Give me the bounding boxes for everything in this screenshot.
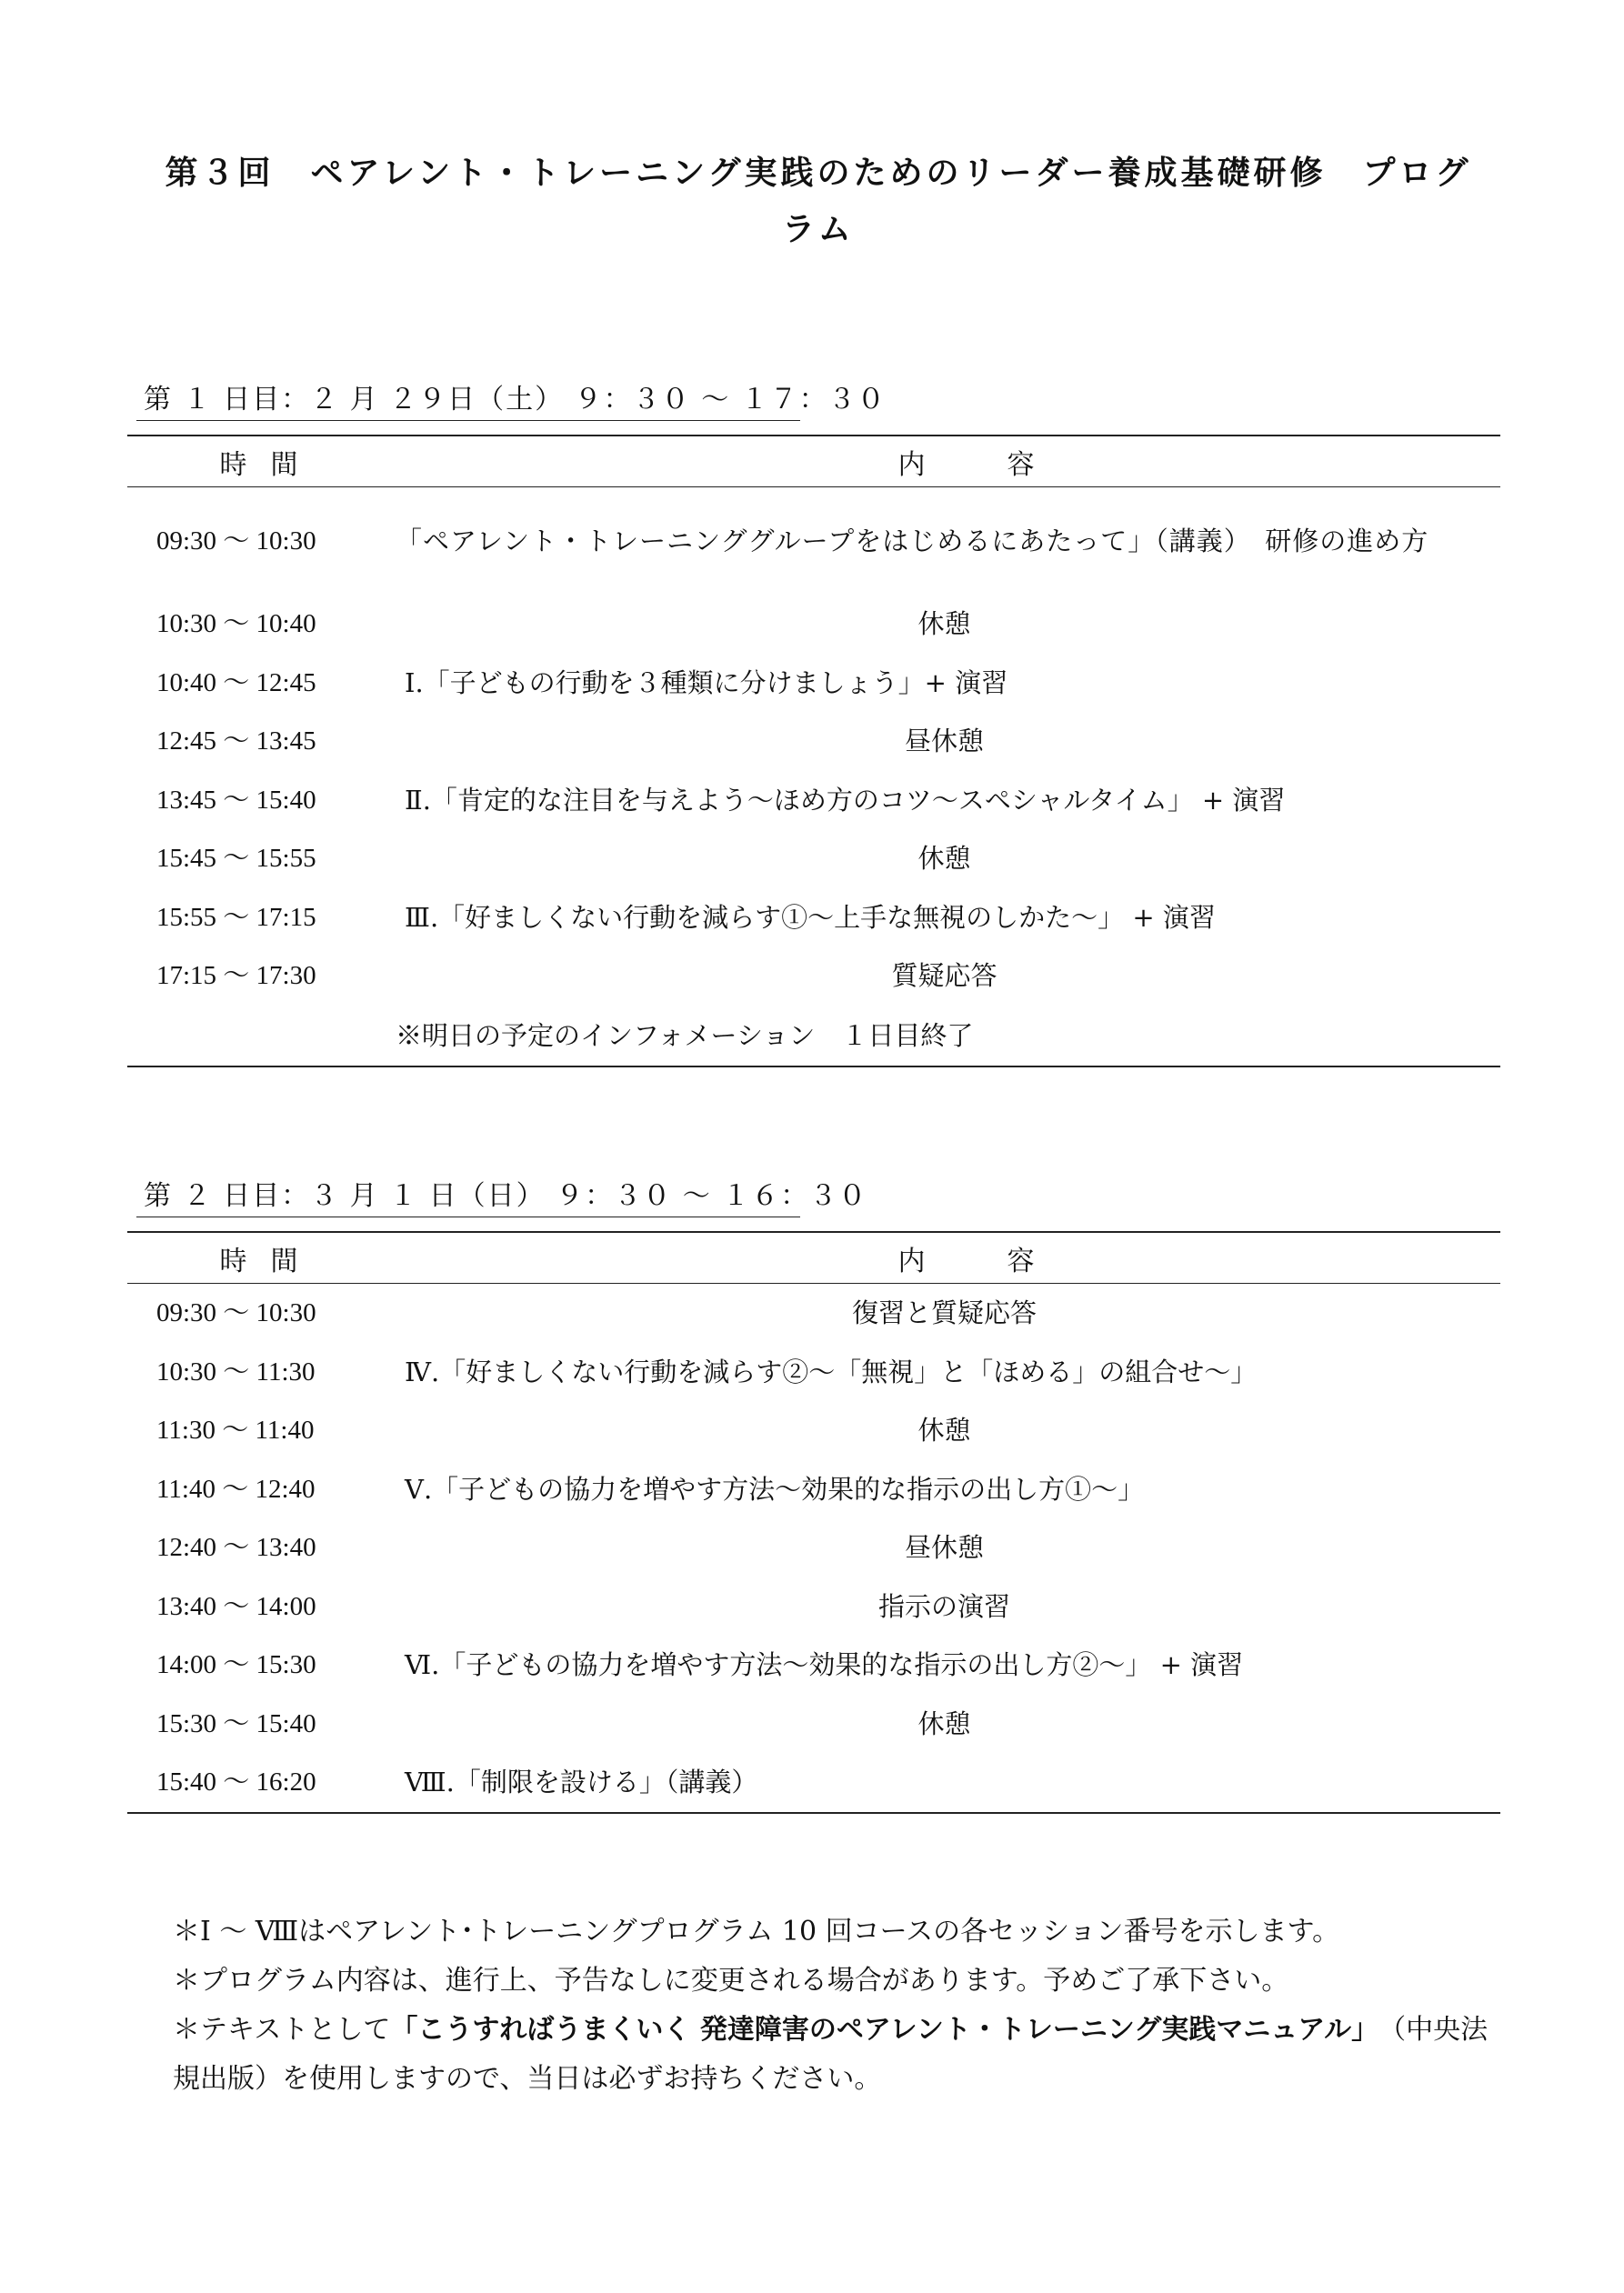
table-row — [127, 888, 1500, 947]
row-content: 昼休憩 — [904, 726, 984, 757]
row-content: 昼休憩 — [904, 1532, 984, 1564]
day2-heading: 第 ２ 日目：３ 月 １ 日（日） ９：３０ 〜 １６：３０ — [144, 1180, 868, 1212]
note-textbook-prefix: ＊テキストとして — [173, 2014, 391, 2046]
table-row — [127, 654, 1500, 713]
row-time: 14:00 〜 15:30 — [156, 1650, 316, 1680]
row-content: 指示の演習 — [877, 1590, 1010, 1622]
table-row — [127, 946, 1500, 1006]
day1-schedule-table — [127, 435, 1500, 1067]
row-time: 15:40 〜 16:20 — [156, 1767, 316, 1797]
day1-header-content: 内容 — [897, 448, 1117, 481]
row-content: 復習と質疑応答 — [851, 1297, 1037, 1329]
footnotes — [173, 1907, 1500, 2104]
row-content: Ⅲ.「好ましくない行動を減らす①〜上手な無視のしかた〜」 + 演習 — [405, 901, 1216, 933]
row-time: 13:45 〜 15:40 — [156, 785, 316, 815]
note-textbook — [173, 2006, 1500, 2104]
table-row — [127, 1460, 1500, 1519]
row-time: 12:45 〜 13:45 — [156, 726, 316, 756]
note-session-numbers: ＊Ⅰ 〜 Ⅷはペアレント･トレーニングプログラム 10 回コースの各セッション番号を示します。 — [173, 1916, 1340, 1948]
row-time: 09:30 〜 10:30 — [156, 526, 316, 556]
table-row — [127, 1636, 1500, 1695]
table-row — [127, 829, 1500, 888]
table-row — [127, 1401, 1500, 1460]
table-row — [127, 1695, 1500, 1754]
day2-header-content: 内容 — [897, 1245, 1117, 1277]
row-time: 11:40 〜 12:40 — [156, 1474, 316, 1504]
table-row — [127, 712, 1500, 771]
row-time: 10:30 〜 10:40 — [156, 609, 316, 639]
row-content: 休憩 — [917, 608, 971, 640]
row-content: 「ペアレント・トレーニンググループをはじめるにあたって」（講義） 研修の進め方 — [396, 526, 1429, 556]
table-row — [127, 1577, 1500, 1637]
day2-header-time: 時間 — [219, 1245, 322, 1277]
day1-header-time: 時間 — [219, 448, 322, 481]
table-row — [127, 595, 1500, 654]
day1-heading: 第 １ 日目：２ 月 ２９日（土） ９：３０ 〜 １７：３０ — [144, 384, 887, 416]
row-time: 11:30 〜 11:40 — [156, 1416, 315, 1446]
page-title: 第３回 ペアレント・トレーニング実践のためのリーダー養成基礎研修 プログラム — [165, 155, 1472, 248]
note-program-change: ＊プログラム内容は、進行上、予告なしに変更される場合があります。予めご了承下さい。 — [173, 1965, 1289, 1997]
row-content: 質疑応答 — [891, 960, 997, 992]
row-time: 13:40 〜 14:00 — [156, 1591, 316, 1621]
note-textbook-suffix: （中央法規出版）を使用しますので、当日は必ずお持ちください。 — [173, 2014, 1489, 2095]
row-time: 09:30 〜 10:30 — [156, 1298, 316, 1328]
row-time: 15:55 〜 17:15 — [156, 902, 316, 932]
row-content: Ⅴ.「子どもの協力を増やす方法〜効果的な指示の出し方①〜」 — [405, 1473, 1145, 1505]
row-time: 15:30 〜 15:40 — [156, 1708, 316, 1738]
note-textbook-title: 「こうすればうまくいく 発達障害のペアレント・トレーニング実践マニュアル」 — [390, 2014, 1366, 2046]
table-row — [127, 771, 1500, 830]
row-time: 12:40 〜 13:40 — [156, 1533, 316, 1563]
row-content: Ⅵ.「子どもの協力を増やす方法〜効果的な指示の出し方②〜」 + 演習 — [405, 1649, 1244, 1681]
row-content: 休憩 — [917, 1707, 971, 1739]
table-row — [127, 1753, 1500, 1812]
row-content: 休憩 — [917, 843, 971, 875]
day1-table-header — [127, 436, 1500, 487]
table-row — [127, 487, 1500, 595]
row-content: Ⅰ.「子どもの行動を３種類に分けましょう」+ 演習 — [405, 666, 1008, 698]
row-content: ※明日の予定のインフォメーション １日目終了 — [396, 1019, 974, 1051]
row-content: 休憩 — [917, 1415, 971, 1447]
row-content: Ⅷ.「制限を設ける」（講義） — [405, 1767, 758, 1798]
table-row — [127, 1343, 1500, 1402]
row-content: Ⅱ.「肯定的な注目を与えよう〜ほめ方のコツ〜スペシャルタイム」 + 演習 — [405, 784, 1286, 816]
day1-heading-underline — [136, 420, 800, 421]
row-time: 15:45 〜 15:55 — [156, 844, 316, 874]
table-row — [127, 1284, 1500, 1343]
row-time: 10:40 〜 12:45 — [156, 667, 316, 697]
row-time: 10:30 〜 11:30 — [156, 1357, 316, 1387]
table-row — [127, 1006, 1500, 1066]
day2-table-header — [127, 1233, 1500, 1284]
row-time: 17:15 〜 17:30 — [156, 961, 316, 991]
row-content: Ⅳ.「好ましくない行動を減らす②〜「無視」と「ほめる」の組合せ〜」 — [405, 1356, 1258, 1387]
day2-schedule-table — [127, 1231, 1500, 1814]
table-row — [127, 1518, 1500, 1577]
